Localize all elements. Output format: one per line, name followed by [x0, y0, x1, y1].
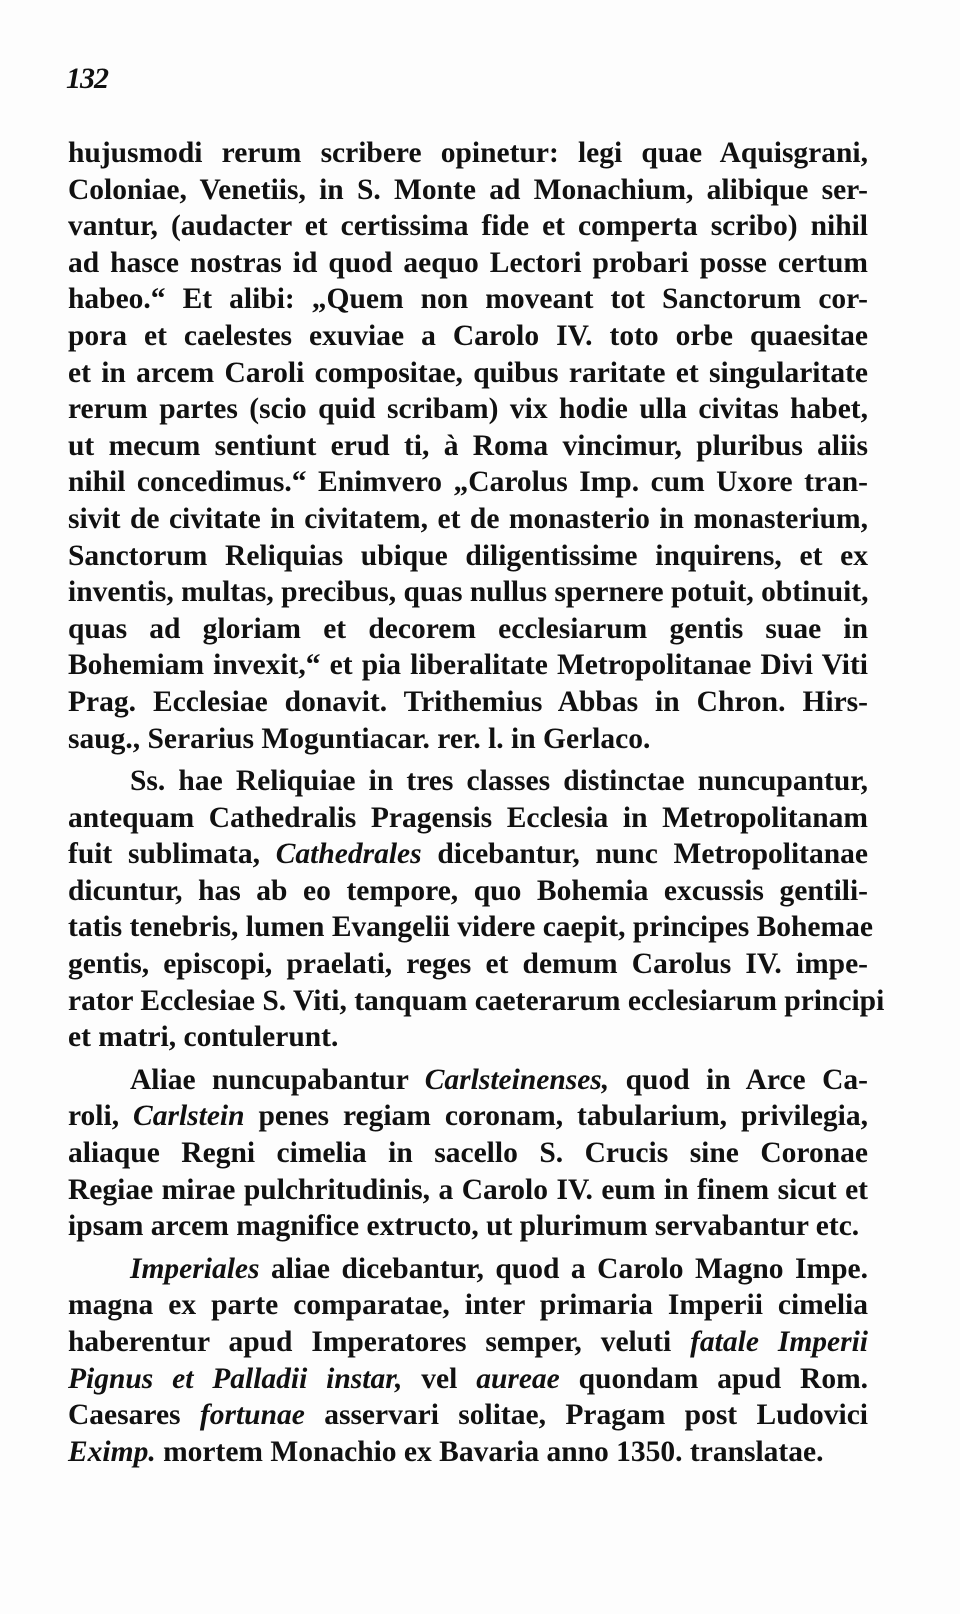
- italic-text: Pignus et Palladii instar,: [68, 1362, 403, 1395]
- text-run: Regiae mirae pulchritudinis, a Carolo IV. eum in finem sicut et: [68, 1173, 868, 1206]
- text-run: gentis, episcopi, praelati, reges et demum Carolus IV. impe-: [68, 948, 868, 981]
- text-line: [68, 946, 868, 983]
- text-run: quas ad gloriam et decorem ecclesiarum gentis suae in: [68, 612, 868, 645]
- text-line: [68, 464, 868, 501]
- paragraph-1: [68, 135, 868, 757]
- text-line: [68, 1434, 868, 1471]
- text-run: ipsam arcem magnifice extructo, ut plurimum servabantur etc.: [68, 1210, 860, 1243]
- text-line: [68, 647, 868, 684]
- text-line: [68, 355, 868, 392]
- text-run: Caesares: [68, 1399, 200, 1432]
- text-line: [68, 281, 868, 318]
- italic-text: fatale Imperii: [690, 1326, 868, 1358]
- text-run: quondam apud Rom.: [559, 1362, 869, 1395]
- text-run: Aliae nuncupabantur: [130, 1063, 425, 1096]
- text-run: ad hasce nostras id quod aequo Lectori probari posse certum: [68, 246, 868, 279]
- text-line: [68, 538, 868, 575]
- text-line: [68, 873, 868, 910]
- text-run: ut mecum sentiunt erud ti, à Roma vincimur, pluribus aliis: [68, 429, 868, 462]
- text-line: [68, 763, 868, 800]
- text-run: sivit de civitate in civitatem, et de monasterio in monasterium,: [68, 502, 868, 535]
- text-run: tatis tenebris, lumen Evangelii videre caepit, principes Bohemae: [68, 911, 873, 944]
- text-run: hujusmodi rerum scribere opinetur: legi quae Aquisgrani,: [68, 137, 868, 169]
- text-line: [68, 391, 868, 428]
- text-line: [68, 1361, 868, 1398]
- italic-text: aureae: [476, 1362, 560, 1395]
- italic-text: Cathedrales: [275, 838, 422, 871]
- text-line: [68, 172, 868, 209]
- text-line: [68, 1287, 868, 1324]
- text-run: saug., Serarius Moguntiacar. rer. l. in Gerlaco.: [68, 722, 651, 755]
- text-run: mortem Monachio ex Bavaria anno 1350. translatae.: [155, 1435, 824, 1468]
- text-run: Ss. hae Reliquiae in tres classes distinctae nuncupantur,: [130, 765, 868, 798]
- text-run: penes regiam coronam, tabularium, privilegia,: [244, 1100, 868, 1133]
- text-run: vel: [402, 1362, 477, 1395]
- text-run: aliae dicebantur, quod a Carolo Magno Impe.: [259, 1252, 868, 1285]
- text-run: Prag. Ecclesiae donavit. Trithemius Abbas in Chron. Hirs-: [68, 685, 868, 718]
- paragraph-4: [68, 1251, 868, 1471]
- text-run: quod in Arce Ca-: [609, 1063, 868, 1096]
- text-line: [68, 1208, 868, 1245]
- body-text: [68, 135, 885, 1470]
- text-run: dicebantur, nunc Metropolitanae: [421, 838, 868, 871]
- text-line: [68, 1172, 868, 1209]
- text-run: roli,: [68, 1100, 134, 1133]
- text-run: Sanctorum Reliquias ubique diligentissime inquirens, et ex: [68, 539, 868, 572]
- text-run: haberentur apud Imperatores semper, veluti: [68, 1326, 691, 1358]
- text-line: [68, 318, 868, 355]
- text-line: [68, 1397, 868, 1434]
- italic-text: fortunae: [199, 1399, 305, 1432]
- text-run: magna ex parte comparatae, inter primaria Imperii cimelia: [68, 1289, 868, 1322]
- text-line: [68, 135, 868, 172]
- text-line: [68, 1251, 868, 1288]
- text-line: [68, 684, 868, 721]
- text-line: [68, 611, 868, 648]
- paragraph-2: [68, 763, 885, 1056]
- text-line: [68, 1324, 868, 1361]
- text-run: asservari solitae, Pragam post Ludovici: [304, 1399, 868, 1432]
- text-run: pora et caelestes exuviae a Carolo IV. toto orbe quaesitae: [68, 319, 868, 352]
- text-line: [68, 245, 868, 282]
- text-run: et matri, contulerunt.: [68, 1021, 339, 1054]
- text-line: [68, 983, 885, 1020]
- text-run: rerum partes (scio quid scribam) vix hodie ulla civitas habet,: [68, 393, 868, 426]
- text-run: dicuntur, has ab eo tempore, quo Bohemia excussis gentili-: [68, 874, 868, 907]
- text-run: Coloniae, Venetiis, in S. Monte ad Monachium, alibique ser-: [68, 173, 868, 206]
- text-line: [68, 574, 868, 611]
- text-line: [68, 1135, 868, 1172]
- text-line: [68, 836, 868, 873]
- italic-text: Eximp.: [68, 1435, 156, 1468]
- text-line: [68, 501, 868, 538]
- text-line: [68, 1019, 868, 1056]
- text-run: et in arcem Caroli compositae, quibus raritate et singularitate: [68, 356, 868, 389]
- page-number: 132: [66, 62, 108, 95]
- text-run: rator Ecclesiae S. Viti, tanquam caeterarum ecclesiarum principi: [68, 984, 885, 1017]
- text-line: [68, 800, 868, 837]
- text-line: [68, 721, 868, 758]
- paragraph-3: [68, 1062, 868, 1245]
- text-run: nihil concedimus.“ Enimvero „Carolus Imp. cum Uxore tran-: [68, 466, 868, 499]
- text-run: aliaque Regni cimelia in sacello S. Crucis sine Coronae: [68, 1137, 868, 1170]
- italic-text: Carlstein: [133, 1100, 245, 1133]
- text-run: antequam Cathedralis Pragensis Ecclesia in Metropolitanam: [68, 801, 868, 834]
- text-run: habeo.“ Et alibi: „Quem non moveant tot Sanctorum cor-: [68, 283, 868, 316]
- text-run: fuit sublimata,: [68, 838, 276, 871]
- text-line: [68, 208, 868, 245]
- text-line: [68, 1098, 868, 1135]
- italic-text: Carlsteinenses,: [424, 1063, 610, 1096]
- text-line: [68, 909, 873, 946]
- italic-text: Imperiales: [130, 1252, 260, 1285]
- text-line: [68, 428, 868, 465]
- text-run: inventis, multas, precibus, quas nullus spernere potuit, obtinuit,: [68, 576, 869, 609]
- text-line: [68, 1062, 868, 1099]
- text-run: vantur, (audacter et certissima fide et comperta scribo) nihil: [68, 210, 868, 243]
- text-run: Bohemiam invexit,“ et pia liberalitate Metropolitanae Divi Viti: [68, 649, 868, 682]
